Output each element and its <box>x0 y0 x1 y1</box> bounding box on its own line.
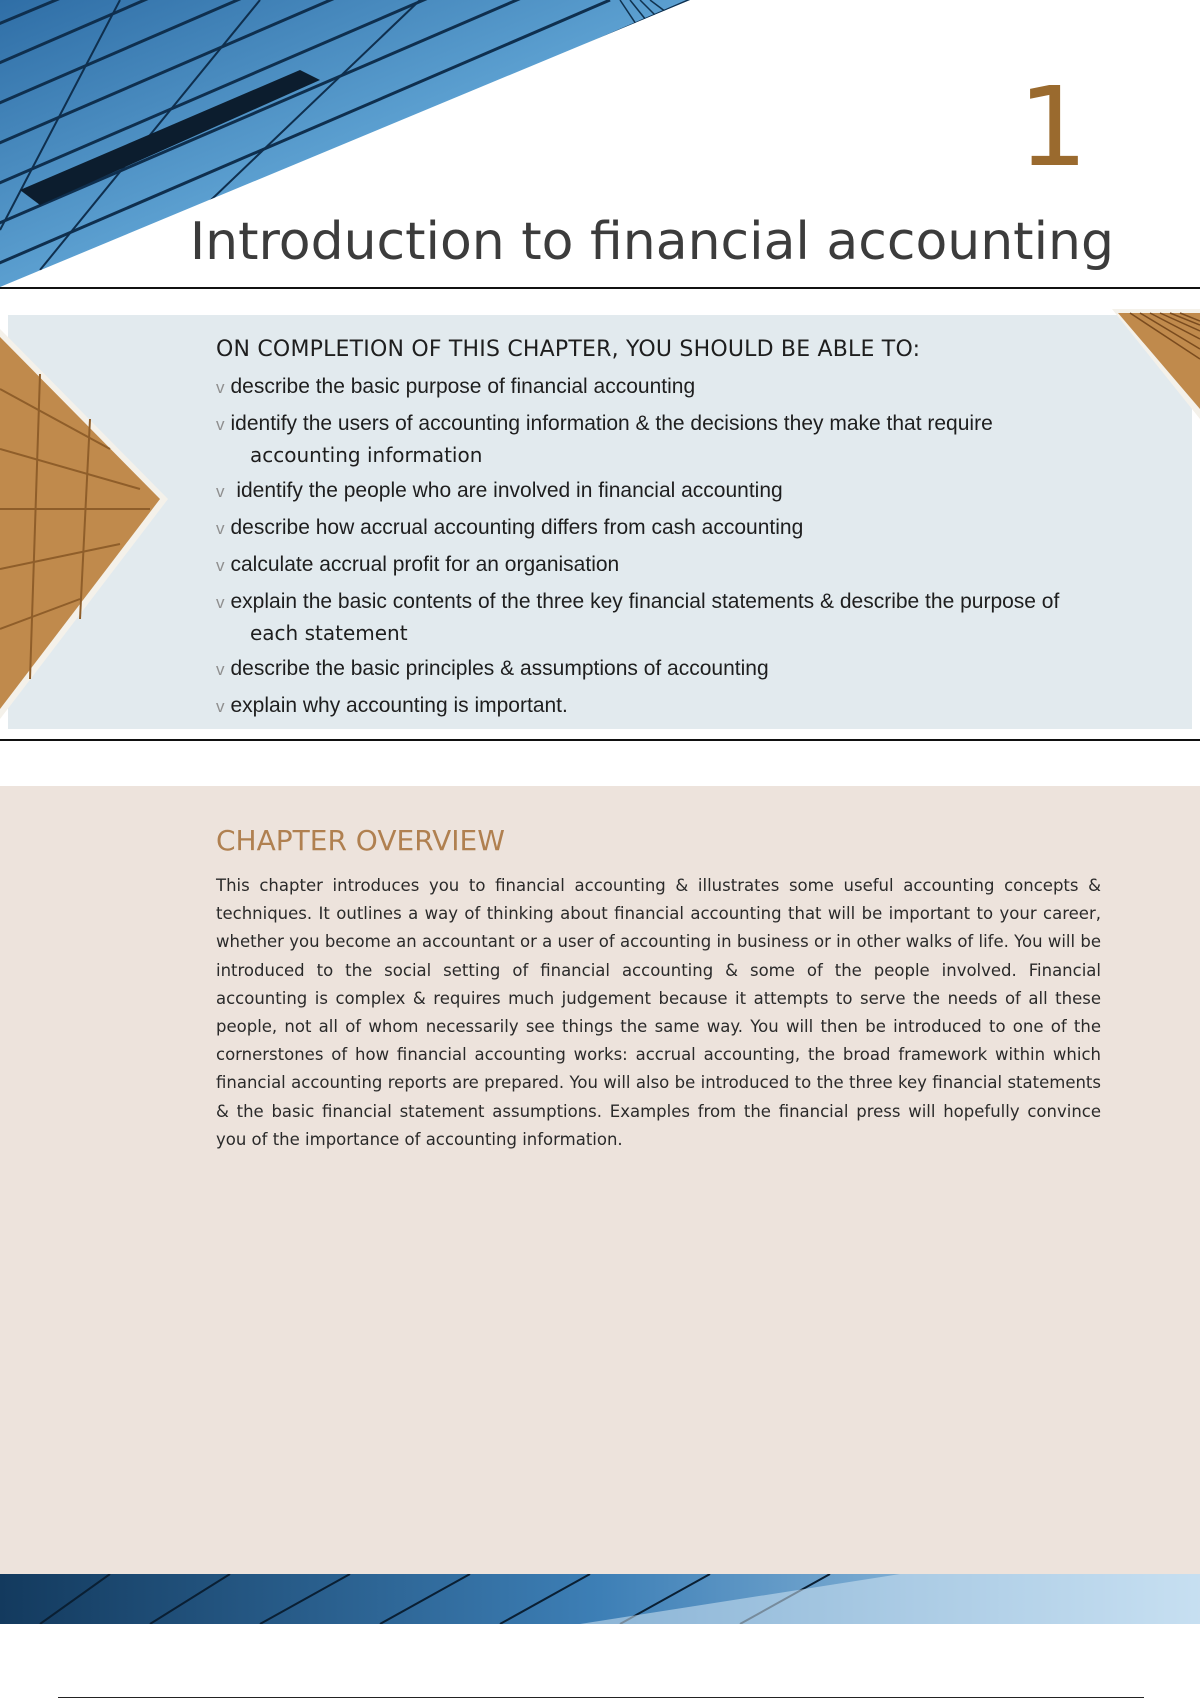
objectives-list <box>216 372 1096 728</box>
check-icon: v <box>216 556 225 575</box>
bottom-glass-band-image <box>0 1574 1200 1624</box>
objective-item: v identify the people who are involved in financial accounting <box>216 479 783 502</box>
check-icon: v <box>216 415 225 434</box>
check-icon: v <box>216 482 225 501</box>
check-icon: v <box>216 660 225 679</box>
chapter-title: Introduction to financial accounting <box>189 212 1114 272</box>
footer-divider <box>58 1697 1144 1698</box>
objective-item: v identify the users of accounting information & the decisions they make that require accounting information <box>216 412 993 467</box>
objective-item: v explain why accounting is important. <box>216 694 568 717</box>
objective-item: v describe how accrual accounting differs from cash accounting <box>216 516 804 539</box>
chapter-number: 1 <box>1018 63 1088 191</box>
chapter-header <box>0 0 1200 289</box>
objective-item: v describe the basic purpose of financial accounting <box>216 375 696 398</box>
overview-paragraph: This chapter introduces you to financial accounting & illustrates some useful accounting concepts & techniques. It outlines a way of thinking about financial accounting that will be important to your career, whether you become an accountant or a user of accounting in business or in other walks of life. You will be introduced to the social setting of financial accounting & some of the people involved. Financial accounting is complex & requires much judgement because it attempts to serve the needs of all these people, not all of whom necessarily see things the same way. You will then be introduced to one of the cornerstones of how financial accounting works: accrual accounting, the broad framework within which financial accounting reports are prepared. You will also be introduced to the three key financial statements & the basic financial statement assumptions. Examples from the financial press will hopefully convince you of the importance of accounting information. <box>216 876 1101 1149</box>
check-icon: v <box>216 593 225 612</box>
objective-item: v calculate accrual profit for an organisation <box>216 553 620 576</box>
check-icon: v <box>216 519 225 538</box>
overview-heading: CHAPTER OVERVIEW <box>216 824 505 857</box>
objective-item: v describe the basic principles & assumptions of accounting <box>216 657 769 680</box>
objectives-heading: ON COMPLETION OF THIS CHAPTER, YOU SHOULD BE ABLE TO: <box>216 337 921 362</box>
check-icon: v <box>216 378 225 397</box>
check-icon: v <box>216 697 225 716</box>
objective-item: v explain the basic contents of the three key financial statements & describe the purpose of each statement <box>216 590 1060 645</box>
